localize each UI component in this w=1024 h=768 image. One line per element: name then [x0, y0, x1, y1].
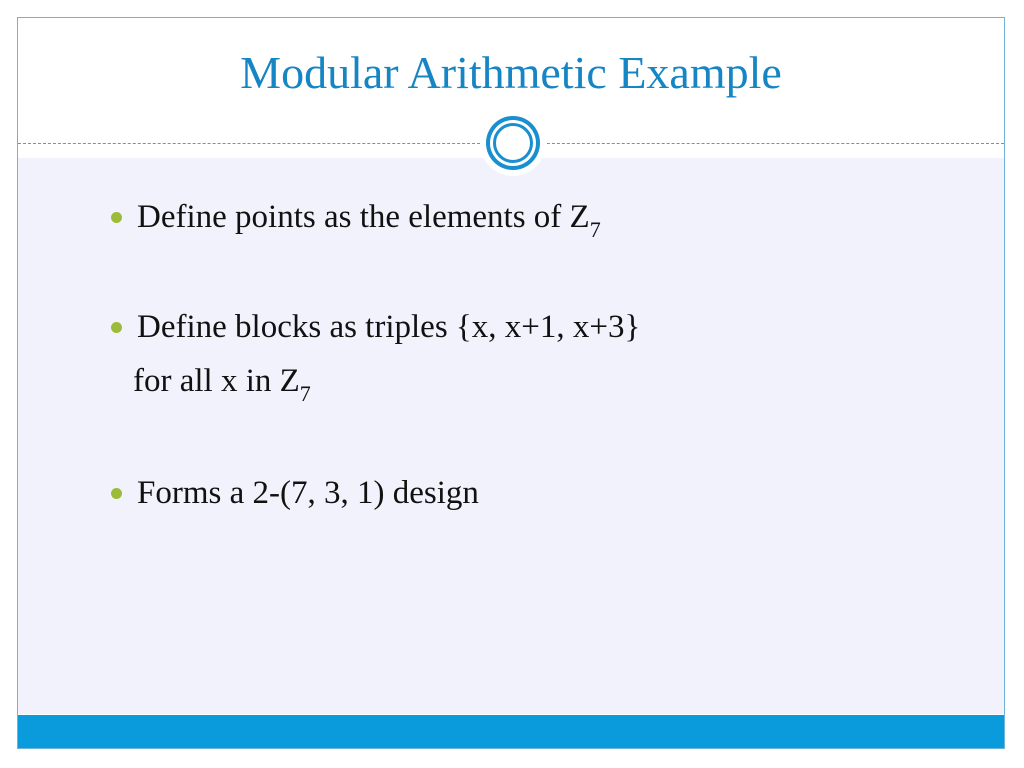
footer-bar — [18, 715, 1004, 749]
bullet-list — [105, 197, 925, 513]
bullet-text: Define points as the elements of Z — [137, 199, 590, 235]
bullet-continuation-text: for all x in Z — [133, 363, 300, 399]
slide-title: Modular Arithmetic Example — [240, 47, 782, 98]
bullet-text: Define blocks as triples {x, x+1, x+3} — [137, 309, 641, 345]
circle-ornament-icon — [480, 110, 546, 176]
bullet-dot-icon — [111, 488, 122, 499]
bullet-item — [105, 197, 925, 242]
bullet-continuation — [133, 361, 925, 406]
subscript: 7 — [589, 217, 601, 242]
bullet-item — [105, 307, 925, 406]
slide — [17, 17, 1005, 749]
bullet-text: Forms a 2-(7, 3, 1) design — [137, 475, 479, 511]
subscript: 7 — [299, 381, 311, 406]
bullet-item — [105, 473, 925, 513]
bullet-dot-icon — [111, 212, 122, 223]
bullet-dot-icon — [111, 322, 122, 333]
